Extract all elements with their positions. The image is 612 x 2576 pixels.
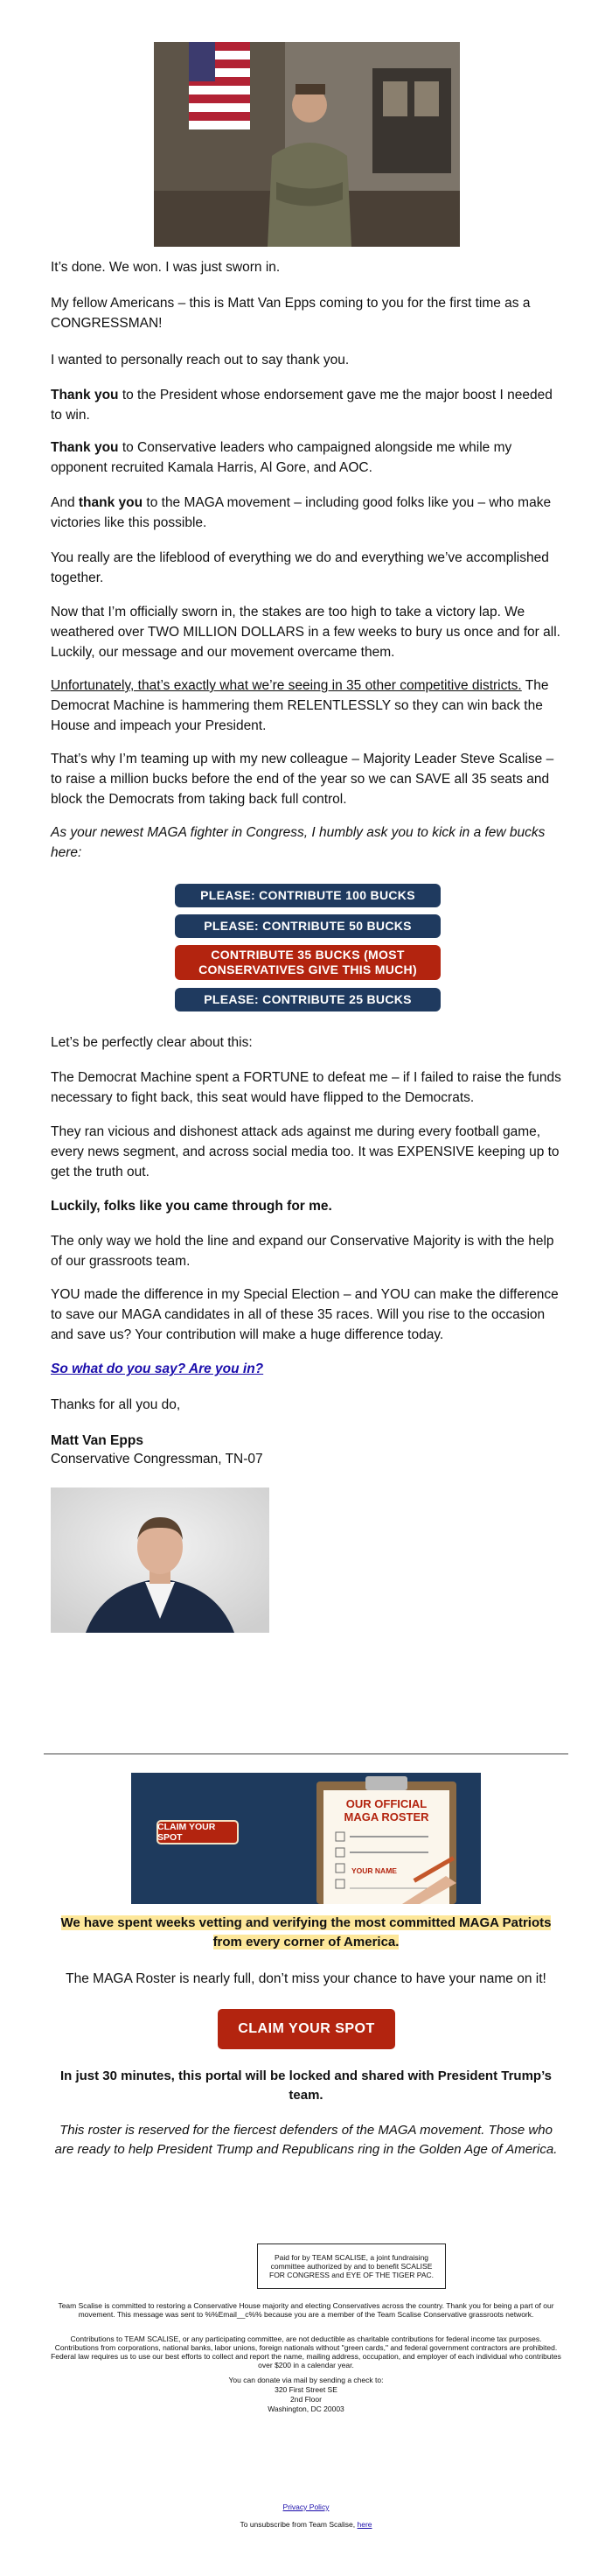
are-you-in-link[interactable]: So what do you say? Are you in? <box>51 1362 264 1376</box>
thanks-movement-rest: to the MAGA movement – including good folks like you – who make victories like this possible. <box>51 495 552 530</box>
thanks-president <box>51 385 567 425</box>
banner-claim-label[interactable]: CLAIM YOUR SPOT <box>157 1822 216 1843</box>
contribute-25-button[interactable]: PLEASE: CONTRIBUTE 25 BUCKS <box>175 988 441 1012</box>
fortune-text: The Democrat Machine spent a FORTUNE to defeat me – if I failed to raise the funds necessary to fight back, this seat would have flipped to the Democrats. <box>51 1070 561 1105</box>
contribute-50-button[interactable]: PLEASE: CONTRIBUTE 50 BUCKS <box>175 914 441 938</box>
thanks-leaders-bold: Thank you <box>51 440 119 455</box>
thanks-movement-bold: thank you <box>78 495 143 510</box>
stakes-text: Now that I’m officially sworn in, the stakes are too high to take a victory lap. We weathered over TWO MILLION DOLLARS in a few weeks to bury us once and for all. Luckily, our message and our movement overcame them. <box>51 605 560 660</box>
competitive-districts-underlined: Unfortunately, that’s exactly what we’re seeing in 35 other competitive districts. <box>51 678 522 693</box>
thirty-minutes-text: In just 30 minutes, this portal will be locked and shared with President Trump’s team. <box>59 2068 553 2103</box>
intro-line-3: I wanted to personally reach out to say thank you. <box>51 353 350 368</box>
privacy-policy-link[interactable]: Privacy Policy <box>282 2502 330 2511</box>
reserved-text: This roster is reserved for the fiercest defenders of the MAGA movement. Those who are ready to help President Trump and Republicans ring in the Golden Age of America. <box>54 2123 558 2157</box>
address-line-1: 320 First Street SE <box>275 2385 337 2394</box>
vetting-highlight: We have spent weeks vetting and verifying the most committed MAGA Patriots from every corner of America. <box>60 1915 552 1950</box>
luckily-text: Luckily, folks like you came through for me. <box>51 1199 332 1214</box>
thanks-leaders <box>51 438 567 478</box>
donation-ask: As your newest MAGA fighter in Congress, I humbly ask you to kick in a few bucks here: <box>51 825 546 860</box>
unsubscribe-text: To unsubscribe from Team Scalise, <box>240 2520 358 2529</box>
clear-text: Let’s be perfectly clear about this: <box>51 1035 253 1050</box>
privacy-paragraph <box>49 2502 563 2511</box>
contribute-35-button[interactable]: CONTRIBUTE 35 BUCKS (MOST CONSERVATIVES GIVE THIS MUCH) <box>175 945 441 980</box>
competitive-districts-rest: The Democrat Machine is hammering them RELENTLESSLY so they can win back the House and impeach your President. <box>51 678 549 733</box>
lifeblood-text: You really are the lifeblood of everything we do and everything we’ve accomplished together. <box>51 550 549 585</box>
address-line-2: 2nd Floor <box>290 2395 322 2404</box>
unsubscribe-link[interactable]: here <box>357 2520 372 2529</box>
intro-line-2: My fellow Americans – this is Matt Van Epps coming to you for the first time as a CONGRESSMAN! <box>51 296 531 331</box>
cta-paragraph <box>51 1359 567 1379</box>
thanks-president-bold: Thank you <box>51 388 119 402</box>
intro-line-1: It’s done. We won. I was just sworn in. <box>51 260 281 275</box>
contributions-disclaimer: Contributions to TEAM SCALISE, or any participating committee, are not deductible as charitable contributions for federal income tax purposes. Contributions from corporations, national banks, labor unions, foreign nationals without "green cards," and federal government contractors are prohibited. Federal law requires us to use our best efforts to collect and report the name, mailing address, occupation, and employer of each individual who contributes over $200 in a calendar year. <box>51 2334 561 2370</box>
thanks-closing: Thanks for all you do, <box>51 1397 181 1412</box>
headshot-photo <box>51 1488 269 1633</box>
only-way-text: The only way we hold the line and expand our Conservative Majority is with the help of our grassroots team. <box>51 1234 554 1269</box>
banner-your-name: YOUR NAME <box>351 1866 397 1875</box>
banner-title-line-2: MAGA ROSTER <box>344 1810 429 1824</box>
signature-name: Matt Van Epps <box>51 1433 143 1448</box>
banner-title-line-1: OUR OFFICIAL <box>345 1797 428 1810</box>
contribute-100-button[interactable]: PLEASE: CONTRIBUTE 100 BUCKS <box>175 884 441 907</box>
address-line-3: Washington, DC 20003 <box>268 2404 344 2413</box>
competitive-districts-text <box>51 676 567 736</box>
unsubscribe-paragraph <box>49 2520 563 2529</box>
attack-ads-text: They ran vicious and dishonest attack ads against me during every football game, every news segment, and across social media too. It was EXPENSIVE keeping up to get the truth out. <box>51 1124 560 1180</box>
thanks-leaders-rest: to Conservative leaders who campaigned alongside me while my opponent recruited Kamala Harris, Al Gore, and AOC. <box>51 440 512 475</box>
thanks-president-rest: to the President whose endorsement gave me the major boost I needed to win. <box>51 388 553 423</box>
maga-roster-banner[interactable] <box>131 1773 481 1904</box>
you-made-text: YOU made the difference in my Special Election – and YOU can make the difference to save our MAGA candidates in all of these 35 races. Will you rise to the occasion and save us? Your contribution will make a huge difference today. <box>51 1287 559 1342</box>
committed-text: Team Scalise is committed to restoring a Conservative House majority and electing Conservatives across the country. Thank you for being a part of our movement. This message was sent to %%Email__c%% because you are a member of the Team Scalise Conservative grassroots network. <box>58 2301 554 2319</box>
teaming-up-text: That’s why I’m teaming up with my new colleague – Majority Leader Steve Scalise – to raise a million bucks before the end of the year so we can SAVE all 35 seats and block the Democrats from taking back full control. <box>51 752 554 807</box>
vetting-text <box>52 1914 560 1952</box>
signature-title: Conservative Congressman, TN-07 <box>51 1452 263 1466</box>
paid-for-text: Paid for by TEAM SCALISE, a joint fundraising committee authorized by and to benefit SCALISE FOR CONGRESS and EYE OF THE TIGER PAC. <box>269 2253 434 2279</box>
hero-photo <box>154 42 460 247</box>
claim-your-spot-button[interactable]: CLAIM YOUR SPOT <box>218 2009 395 2049</box>
thanks-movement <box>51 493 567 533</box>
mail-intro: You can donate via mail by sending a check to: <box>228 2376 384 2384</box>
nearly-full-text: The MAGA Roster is nearly full, don’t miss your chance to have your name on it! <box>66 1971 546 1986</box>
paid-for-box <box>257 2244 446 2289</box>
thanks-movement-pre: And <box>51 495 79 510</box>
